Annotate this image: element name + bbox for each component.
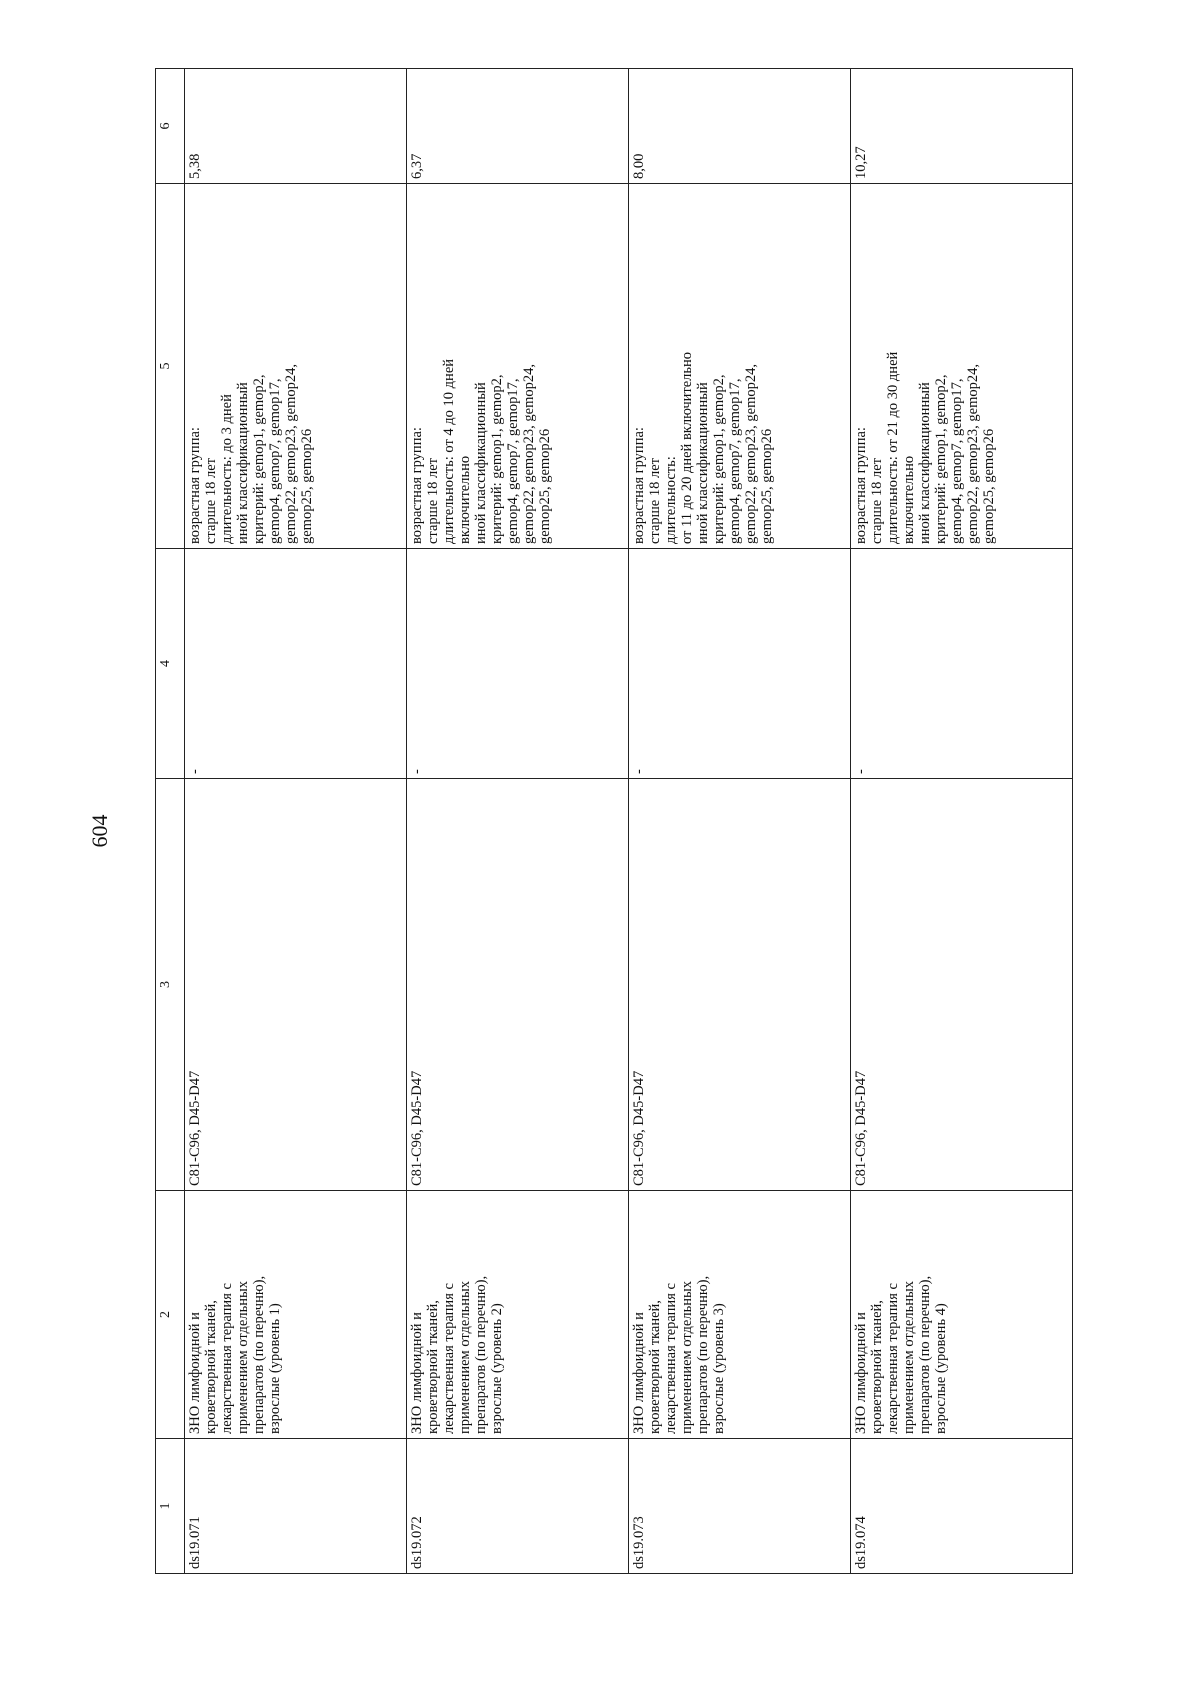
table-row (850, 68, 1072, 1573)
name-line: ЗНО лимфоидной и (852, 1311, 869, 1434)
name-cell (184, 1190, 406, 1438)
name-line: взрослые (уровень 4) (932, 1302, 949, 1434)
code-cell: ds19.071 (184, 1438, 406, 1573)
col4-cell: - (850, 548, 1072, 778)
criteria-line: gemop25, gemop26 (536, 428, 553, 544)
col4-cell: - (628, 548, 850, 778)
criteria-line: gemop4, gemop7, gemop17, (504, 377, 521, 544)
criteria-line: длительность: от 21 до 30 дней (884, 351, 901, 544)
name-line: кроветворной тканей, (868, 1299, 885, 1434)
criteria-line: длительность: (662, 455, 679, 544)
coef-cell: 6,37 (406, 68, 628, 183)
icd-cell: C81-C96, D45-D47 (184, 778, 406, 1190)
coef-cell: 8,00 (628, 68, 850, 183)
name-line: применением отдельных (456, 1280, 473, 1434)
criteria-line: длительность: до 3 дней (218, 393, 235, 544)
name-line: взрослые (уровень 1) (266, 1302, 283, 1434)
criteria-line: gemop22, gemop23, gemop24, (520, 363, 537, 544)
criteria-line: критерий: gemop1, gemop2, (710, 373, 727, 544)
name-line: применением отдельных (678, 1280, 695, 1434)
name-line: применением отдельных (900, 1280, 917, 1434)
criteria-line: возрастная группа: (186, 426, 203, 544)
col4-cell: - (184, 548, 406, 778)
tariff-table (155, 68, 1073, 1574)
name-line: применением отдельных (234, 1280, 251, 1434)
name-line: взрослые (уровень 2) (488, 1302, 505, 1434)
name-line: кроветворной тканей, (424, 1299, 441, 1434)
icd-cell: C81-C96, D45-D47 (406, 778, 628, 1190)
header-row (155, 68, 184, 1573)
code-cell: ds19.074 (850, 1438, 1072, 1573)
icd-cell: C81-C96, D45-D47 (850, 778, 1072, 1190)
criteria-line: критерий: gemop1, gemop2, (250, 373, 267, 544)
icd-cell: C81-C96, D45-D47 (628, 778, 850, 1190)
name-line: препаратов (по перечню), (250, 1275, 267, 1434)
criteria-line: возрастная группа: (408, 426, 425, 544)
table-container (155, 68, 1072, 1573)
name-line: взрослые (уровень 3) (710, 1302, 727, 1434)
criteria-line: старше 18 лет (202, 457, 219, 544)
header-col-3: 3 (155, 778, 184, 1190)
name-cell (850, 1190, 1072, 1438)
page-number-text: 604 (87, 814, 112, 848)
criteria-line: длительность: от 4 до 10 дней (440, 358, 457, 544)
criteria-line: возрастная группа: (630, 426, 647, 544)
coef-cell: 5,38 (184, 68, 406, 183)
name-line: лекарственная терапия с (662, 1282, 679, 1434)
criteria-line: от 11 до 20 дней включительно (678, 351, 695, 544)
criteria-line: иной классификационный (234, 381, 251, 544)
header-col-6: 6 (155, 68, 184, 183)
table-row (184, 68, 406, 1573)
coef-cell: 10,27 (850, 68, 1072, 183)
criteria-line: gemop4, gemop7, gemop17, (948, 377, 965, 544)
header-col-5: 5 (155, 183, 184, 548)
code-cell: ds19.072 (406, 1438, 628, 1573)
criteria-line: иной классификационный (472, 381, 489, 544)
criteria-cell (184, 183, 406, 548)
page-number (80, 811, 120, 851)
table-row (628, 68, 850, 1573)
name-line: кроветворной тканей, (202, 1299, 219, 1434)
criteria-cell (850, 183, 1072, 548)
criteria-line: включительно (900, 455, 917, 544)
criteria-line: иной классификационный (916, 381, 933, 544)
criteria-cell (406, 183, 628, 548)
criteria-line: gemop22, gemop23, gemop24, (742, 363, 759, 544)
name-cell (406, 1190, 628, 1438)
header-col-2: 2 (155, 1190, 184, 1438)
criteria-line: возрастная группа: (852, 426, 869, 544)
criteria-line: включительно (456, 455, 473, 544)
name-line: лекарственная терапия с (218, 1282, 235, 1434)
criteria-line: gemop22, gemop23, gemop24, (964, 363, 981, 544)
criteria-line: старше 18 лет (646, 457, 663, 544)
name-line: препаратов (по перечню), (694, 1275, 711, 1434)
name-line: лекарственная терапия с (884, 1282, 901, 1434)
name-line: кроветворной тканей, (646, 1299, 663, 1434)
criteria-line: иной классификационный (694, 381, 711, 544)
name-cell (628, 1190, 850, 1438)
criteria-line: критерий: gemop1, gemop2, (932, 373, 949, 544)
name-line: ЗНО лимфоидной и (630, 1311, 647, 1434)
name-line: ЗНО лимфоидной и (186, 1311, 203, 1434)
criteria-line: gemop22, gemop23, gemop24, (282, 363, 299, 544)
criteria-line: gemop25, gemop26 (298, 428, 315, 544)
criteria-cell (628, 183, 850, 548)
name-line: препаратов (по перечню), (916, 1275, 933, 1434)
code-cell: ds19.073 (628, 1438, 850, 1573)
col4-cell: - (406, 548, 628, 778)
name-line: препаратов (по перечню), (472, 1275, 489, 1434)
header-col-4: 4 (155, 548, 184, 778)
table-row (406, 68, 628, 1573)
criteria-line: критерий: gemop1, gemop2, (488, 373, 505, 544)
criteria-line: gemop4, gemop7, gemop17, (726, 377, 743, 544)
name-line: ЗНО лимфоидной и (408, 1311, 425, 1434)
criteria-line: gemop25, gemop26 (758, 428, 775, 544)
criteria-line: старше 18 лет (424, 457, 441, 544)
name-line: лекарственная терапия с (440, 1282, 457, 1434)
header-col-1: 1 (155, 1438, 184, 1573)
criteria-line: старше 18 лет (868, 457, 885, 544)
criteria-line: gemop25, gemop26 (980, 428, 997, 544)
criteria-line: gemop4, gemop7, gemop17, (266, 377, 283, 544)
